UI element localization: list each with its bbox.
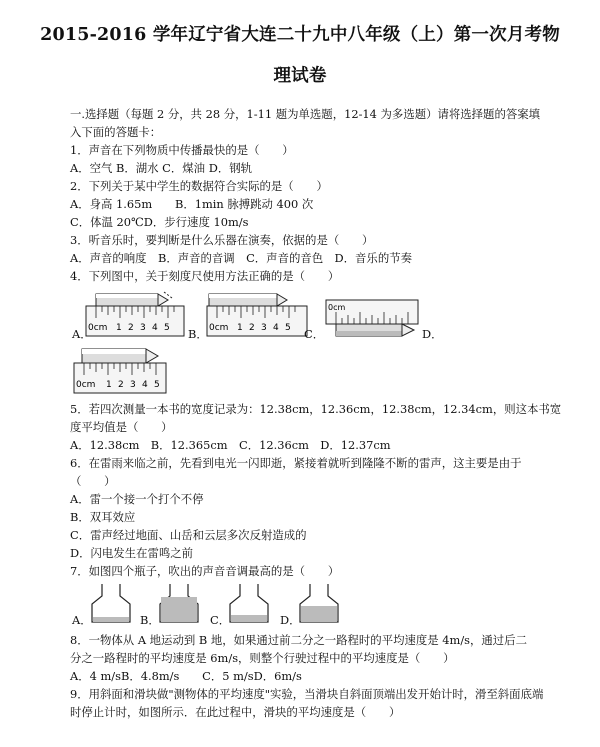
bottle-a [88,582,134,630]
svg-text:5: 5 [154,380,160,390]
question-2-stem: 2．下列关于某中学生的数据符合实际的是（ ） [70,179,328,193]
question-4-option-a: A． [72,327,92,341]
svg-text:2: 2 [249,323,255,333]
svg-text:4: 4 [152,323,158,333]
bottle-a-water [93,617,129,622]
question-2-options-2: C．体温 20℃D．步行速度 10m/s [70,215,249,229]
bottle-b [156,582,202,630]
svg-text:1: 1 [106,380,112,390]
svg-text:3: 3 [261,323,267,333]
section-intro-line2: 入下面的答题卡： [70,125,162,139]
page-title-line2: 理试卷 [273,66,327,86]
bottle-d [296,582,342,630]
svg-text:0cm: 0cm [76,380,96,390]
svg-text:4: 4 [142,380,148,390]
svg-text:5: 5 [285,323,291,333]
question-8-stem: 8．一物体从 A 地运动到 B 地，如果通过前二分之一路程时的平均速度是 4m/s，通过后二 [70,633,527,647]
question-9-stem-2: 时停止计时，如图所示．在此过程中，滑块的平均速度是（ ） [70,705,401,719]
question-6-option-a: A．雷一个接一个打个不停 [70,492,204,506]
bottle-d-water [301,606,337,622]
question-5-stem: 5．若四次测量一本书的宽度记录为：12.38cm，12.36cm，12.38cm，12.34cm，则这本书宽 [70,402,562,416]
bottle-b-water [161,597,197,622]
question-5-stem-2: 度平均值是（ ） [70,420,173,434]
svg-text:5: 5 [164,323,170,333]
svg-text:3: 3 [130,380,136,390]
question-4-option-d: D． [422,327,443,341]
question-1-stem: 1．声音在下列物质中传播最快的是（ ） [70,143,294,157]
svg-text:4: 4 [273,323,279,333]
question-2-options-1: A．身高 1.65m B．1min 脉搏跳动 400 次 [70,197,314,211]
svg-text:0cm: 0cm [88,323,108,333]
question-6-option-b: B．双耳效应 [70,510,136,524]
question-7-option-c: C． [210,613,231,627]
svg-text:1: 1 [237,323,243,333]
question-6-stem-2: （ ） [70,474,116,488]
question-7-option-d: D． [280,613,301,627]
question-9-stem: 9．用斜面和滑块做"测物体的平均速度"实验，当滑块自斜面顶端出发开始计时，滑至斜面底端 [70,687,544,701]
svg-text:3: 3 [140,323,146,333]
ruler-figure-d [72,345,172,395]
question-5-options: A．12.38cm B．12.365cm C．12.36cm D．12.37cm [70,438,391,452]
question-8-options: A．4 m/sB．4.8m/s C．5 m/sD．6m/s [70,669,302,683]
question-1-options: A．空气 B．湖水 C．煤油 D．钢轨 [70,161,252,175]
svg-text:2: 2 [118,380,124,390]
bottle-c-water [231,615,267,622]
svg-text:0cm: 0cm [209,323,229,333]
ruler-figure-b [205,286,313,338]
question-4-option-b: B． [188,327,208,341]
question-4-stem: 4．下列图中，关于刻度尺使用方法正确的是（ ） [70,269,340,283]
question-7-option-b: B． [140,613,160,627]
question-6-option-c: C．雷声经过地面、山岳和云层多次反射造成的 [70,528,307,542]
bottle-c [226,582,272,630]
question-6-stem: 6．在雷雨来临之前，先看到电光一闪即逝，紧接着就听到隆隆不断的雷声，这主要是由于 [70,456,522,470]
ruler-figure-c [322,296,422,344]
ruler-figure-a [84,286,192,338]
section-intro: 一.选择题（每题 2 分，共 28 分，1-11 题为单选题，12-14 为多选题）请将选择题的答案填 [70,107,541,121]
question-3-stem: 3．听音乐时，要判断是什么乐器在演奏，依据的是（ ） [70,233,374,247]
page-title: 2015-2016 学年辽宁省大连二十九中八年级（上）第一次月考物 [40,25,560,45]
svg-text:0cm: 0cm [328,303,346,312]
svg-text:2: 2 [128,323,134,333]
question-4-option-c: C． [304,327,325,341]
question-8-stem-2: 分之一路程时的平均速度是 6m/s，则整个行驶过程中的平均速度是（ ） [70,651,455,665]
question-7-stem: 7．如图四个瓶子，吹出的声音音调最高的是（ ） [70,564,340,578]
question-3-options: A．声音的响度 B．声音的音调 C．声音的音色 D．音乐的节奏 [70,251,412,265]
question-6-option-d: D．闪电发生在雷鸣之前 [70,546,194,560]
svg-text:1: 1 [116,323,122,333]
question-7-option-a: A． [72,613,92,627]
